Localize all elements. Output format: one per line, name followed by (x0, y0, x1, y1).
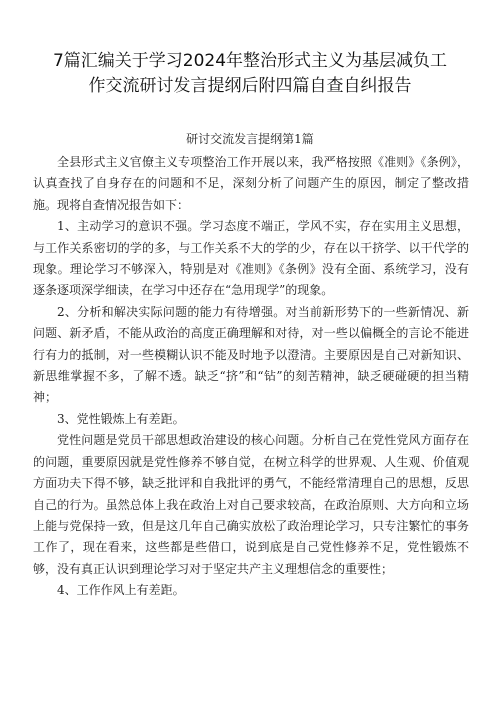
paragraph-item-4-heading: 4、工作作风上有差距。 (57, 583, 185, 598)
body-text (33, 152, 469, 602)
section-subtitle: 研讨交流发言提纲第1篇 (186, 132, 314, 146)
paragraph-item-1: 1、主动学习的意识不强。学习态度不端正，学风不实，存在实用主义思想，与工作关系密切的学的多，与工作关系不大的学的少，存在以干挤学、以干代学的现象。理论学习不够深入，特别是对《准则》《条例》没有全面、系统学习，没有逐条逐项深学细读，在学习中还存在“急用现学”的现象。 (33, 219, 469, 298)
paragraph-item-3-heading: 3、党性锻炼上有差距。 (57, 411, 185, 426)
title-line-2: 作交流研讨发言提纲后附四篇自查自纠报告 (88, 76, 412, 96)
document-title (20, 49, 480, 99)
title-line-1: 7篇汇编关于学习2024年整治形式主义为基层减负工 (52, 51, 448, 71)
intro-paragraph: 全县形式主义官僚主义专项整治工作开展以来，我严格按照《准则》《条例》，认真查找了自身存在的问题和不足，深刻分析了问题产生的原因，制定了整改措施。现将自查情况报告如下： (33, 155, 469, 212)
paragraph-item-3-body: 党性问题是党员干部思想政治建设的核心问题。分析自己在党性党风方面存在的问题，重要原因就是党性修养不够自觉，在树立科学的世界观、人生观、价值观方面功夫下得不够，缺乏批评和自我批评的勇气，不能经常清理自己的思想，反思自己的行为。虽然总体上我在政治上对自己要求较高，在政治原则、大方向和立场上能与党保持一致，但是这几年自己确实放松了政治理论学习，只专注繁忙的事务工作了，现在看来，这些都是些借口，说到底是自己党性修养不足，党性锻炼不够，没有真正认识到理论学习对于坚定共产主义理想信念的重要性； (33, 433, 469, 576)
paragraph-item-2: 2、分析和解决实际问题的能力有待增强。对当前新形势下的一些新情况、新问题、新矛盾，不能从政治的高度正确理解和对待，对一些以偏概全的言论不能进行有力的抵制，对一些模糊认识不能及时地予以澄清。主要原因是自己对新知识、新思维掌握不多，了解不透。缺乏“挤”和“钻”的刻苦精神，缺乏硬碰硬的担当精神； (33, 304, 469, 405)
